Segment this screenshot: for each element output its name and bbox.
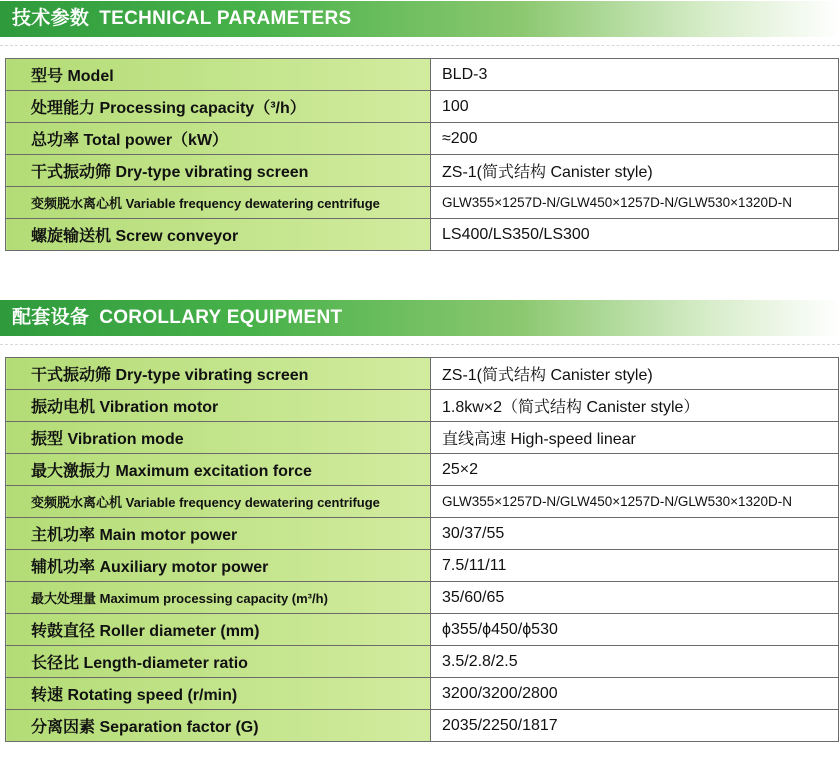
param-label: 辅机功率 Auxiliary motor power [6,550,431,582]
divider [0,344,840,345]
param-label: 转速 Rotating speed (r/min) [6,678,431,710]
table-row [6,550,839,582]
param-value: GLW355×1257D-N/GLW450×1257D-N/GLW530×1320D-N [431,486,839,518]
table-row [6,582,839,614]
param-label: 转鼓直径 Roller diameter (mm) [6,614,431,646]
param-label: 型号 Model [6,59,431,91]
param-label: 干式振动筛 Dry-type vibrating screen [6,358,431,390]
table-row [6,155,839,187]
param-value: 25×2 [431,454,839,486]
param-value: 2035/2250/1817 [431,710,839,742]
param-label: 分离因素 Separation factor (G) [6,710,431,742]
param-value: ZS-1(简式结构 Canister style) [431,358,839,390]
param-value: 直线高速 High-speed linear [431,422,839,454]
param-label: 螺旋输送机 Screw conveyor [6,219,431,251]
param-label: 最大处理量 Maximum processing capacity (m³/h) [6,582,431,614]
param-value: 1.8kw×2（简式结构 Canister style） [431,390,839,422]
param-label: 振型 Vibration mode [6,422,431,454]
table-row [6,710,839,742]
param-value: LS400/LS350/LS300 [431,219,839,251]
technical-parameters-table [5,58,839,251]
corollary-equipment-header [0,300,840,336]
table-row [6,91,839,123]
param-value: BLD-3 [431,59,839,91]
param-label: 变频脱水离心机 Variable frequency dewatering centrifuge [6,187,431,219]
table-row [6,518,839,550]
param-value: 3200/3200/2800 [431,678,839,710]
technical-parameters-header [0,1,840,37]
table-row [6,187,839,219]
table-row [6,358,839,390]
technical-title-en: TECHNICAL PARAMETERS [99,8,352,29]
table-row [6,422,839,454]
param-value: 30/37/55 [431,518,839,550]
param-value: ≈200 [431,123,839,155]
param-label: 主机功率 Main motor power [6,518,431,550]
param-value: 3.5/2.8/2.5 [431,646,839,678]
param-value: 100 [431,91,839,123]
divider [0,45,840,46]
table-row [6,646,839,678]
corollary-title-zh: 配套设备 [12,307,90,328]
table-row [6,219,839,251]
corollary-equipment-table [5,357,839,742]
table-row [6,390,839,422]
param-value: 7.5/11/11 [431,550,839,582]
param-label: 最大激振力 Maximum excitation force [6,454,431,486]
param-value: GLW355×1257D-N/GLW450×1257D-N/GLW530×1320D-N [431,187,839,219]
param-value: 35/60/65 [431,582,839,614]
param-label: 干式振动筛 Dry-type vibrating screen [6,155,431,187]
table-row [6,678,839,710]
table-row [6,59,839,91]
param-label: 总功率 Total power（kW） [6,123,431,155]
table-row [6,454,839,486]
param-value: ZS-1(简式结构 Canister style) [431,155,839,187]
table-row [6,123,839,155]
param-value: ϕ355/ϕ450/ϕ530 [431,614,839,646]
param-label: 处理能力 Processing capacity（³/h） [6,91,431,123]
table-row [6,486,839,518]
table-row [6,614,839,646]
technical-title-zh: 技术参数 [12,8,90,29]
param-label: 变频脱水离心机 Variable frequency dewatering centrifuge [6,486,431,518]
param-label: 长径比 Length-diameter ratio [6,646,431,678]
param-label: 振动电机 Vibration motor [6,390,431,422]
corollary-title-en: COROLLARY EQUIPMENT [99,307,343,328]
